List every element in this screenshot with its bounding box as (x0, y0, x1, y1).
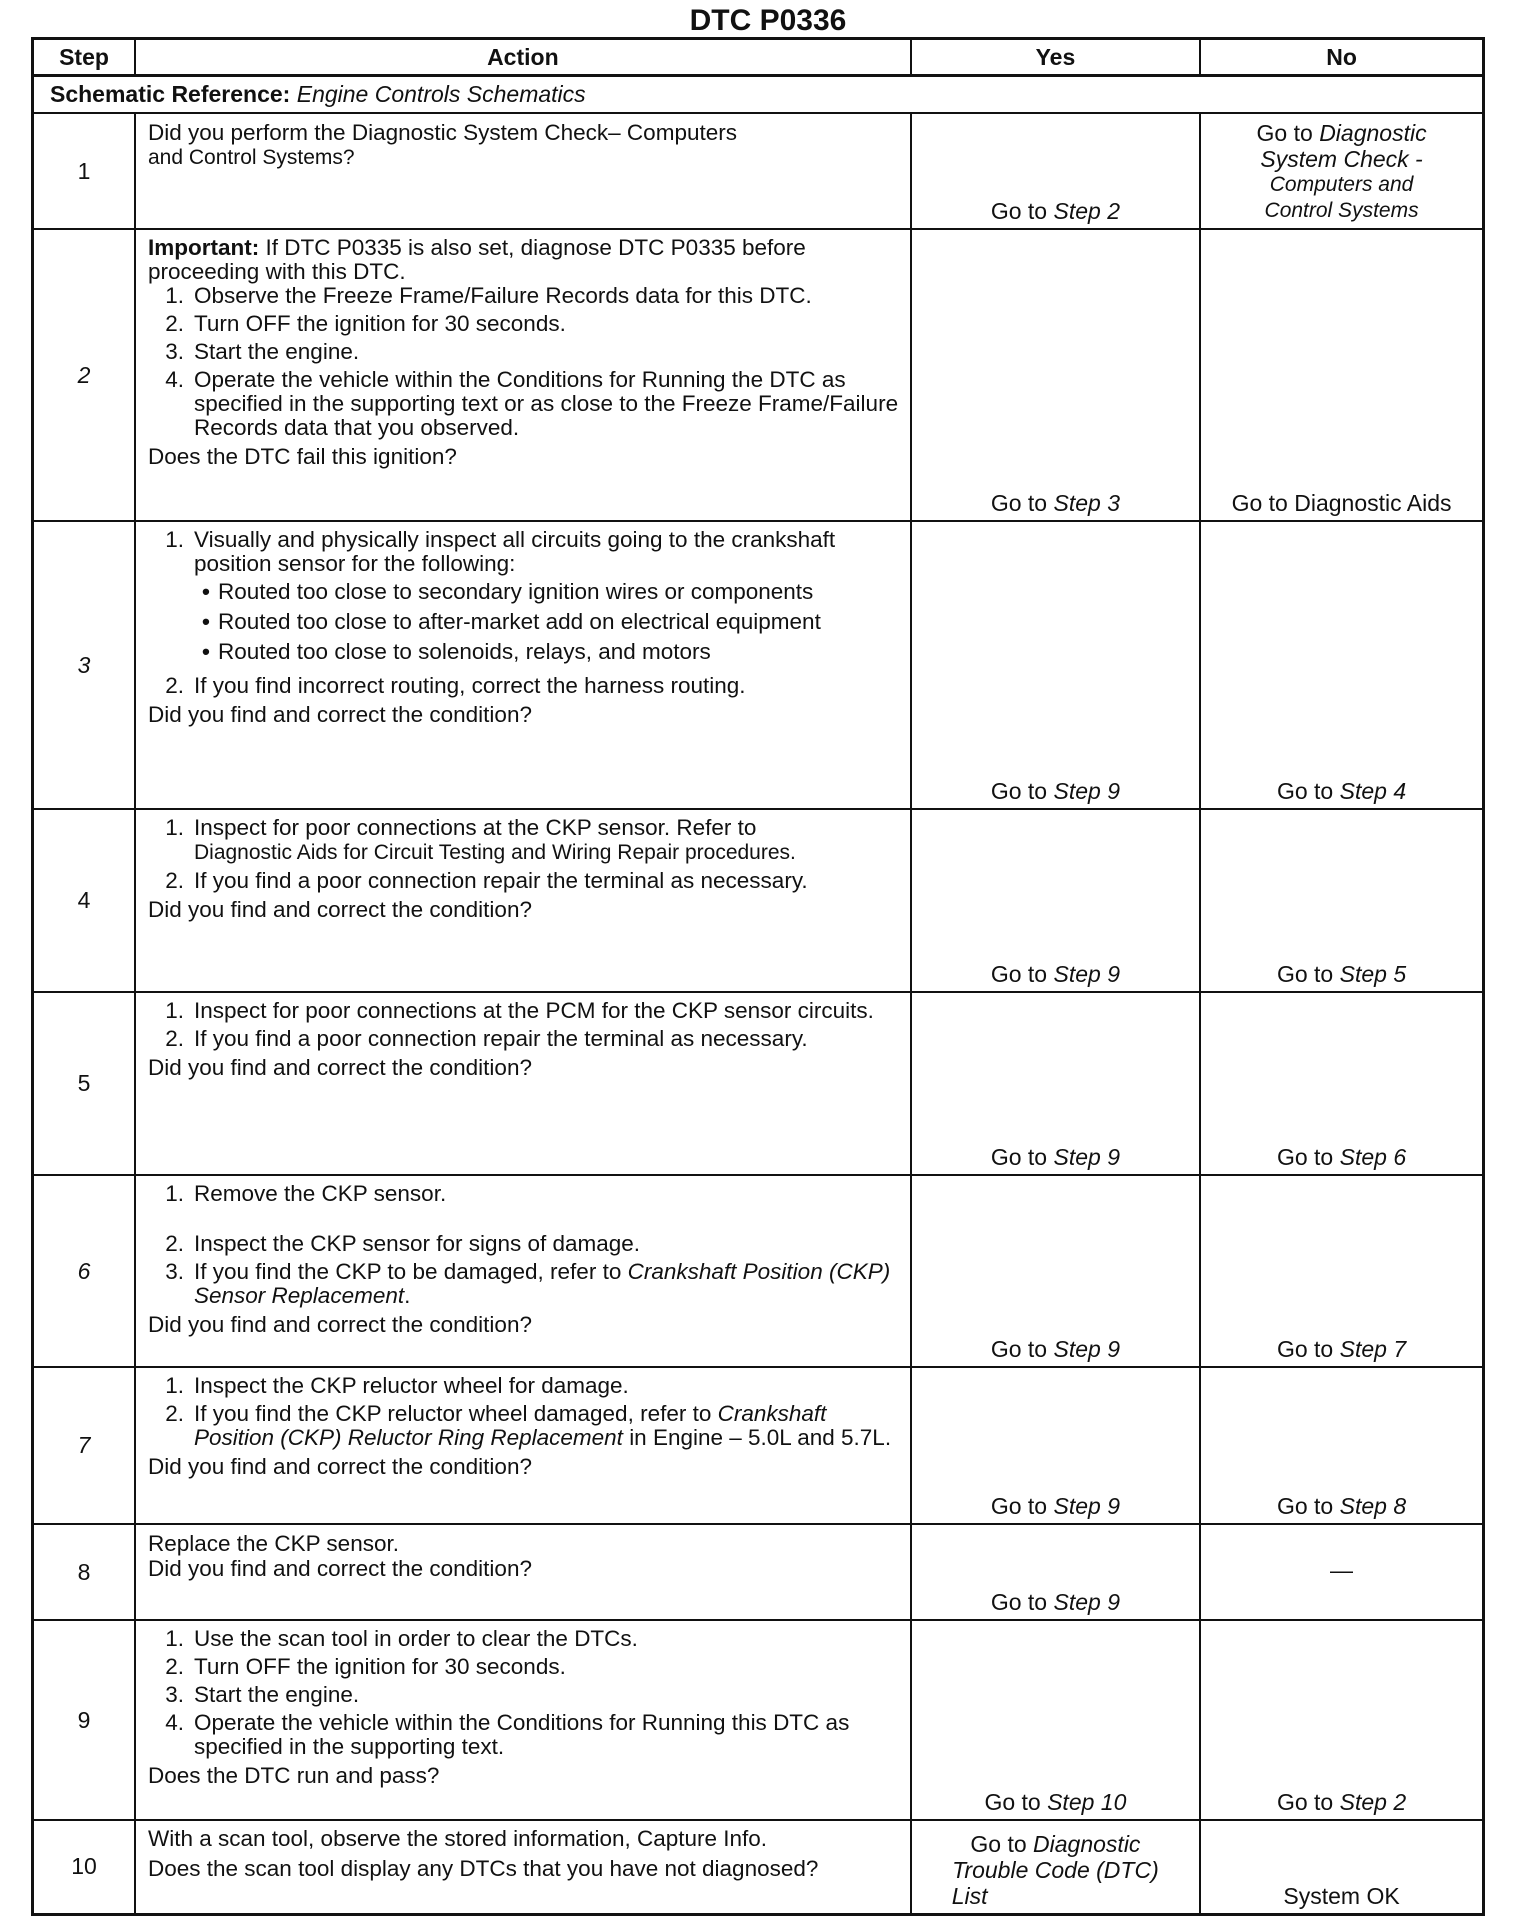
yes-cell[interactable] (911, 229, 1200, 521)
step-row-4 (33, 809, 1484, 992)
step-row-5 (33, 992, 1484, 1175)
no-step-link[interactable]: Step 5 (1339, 961, 1407, 987)
bullet-item: • Routed too close to solenoids, relays, and motors (194, 640, 902, 664)
no-cell[interactable] (1200, 1367, 1483, 1524)
header-yes: Yes (911, 39, 1200, 76)
list-item-text: Turn OFF the ignition for 30 seconds. (193, 1654, 566, 1679)
step-question: Did you find and correct the condition? (147, 1055, 532, 1080)
schematic-reference-row (33, 76, 1484, 114)
no-link-text[interactable]: Go to Diagnostic Aids (1231, 490, 1452, 516)
step-number: 6 (33, 1175, 135, 1367)
go-to-text: Go to (990, 490, 1048, 516)
no-step-link[interactable]: Step 7 (1339, 1336, 1407, 1362)
step-question: Did you find and correct the condition? (147, 1312, 532, 1337)
no-cell[interactable] (1200, 113, 1483, 229)
list-item-text: . (404, 1283, 411, 1308)
no-step-link[interactable]: Step 4 (1339, 778, 1407, 804)
step-action (135, 113, 911, 229)
list-item: 1. Inspect the CKP reluctor wheel for damage. (148, 1374, 902, 1398)
bullet-item: • Routed too close to after-market add on electrical equipment (194, 610, 902, 634)
yes-step-link[interactable]: Step 9 (1053, 778, 1120, 804)
step-question: Did you find and correct the condition? (147, 1454, 532, 1479)
step-number: 8 (33, 1524, 135, 1620)
step-number: 3 (33, 521, 135, 809)
yes-cell[interactable] (911, 1175, 1200, 1367)
yes-cell[interactable] (911, 521, 1200, 809)
step-number: 2 (33, 229, 135, 521)
list-item-text: Observe the Freeze Frame/Failure Records data for this DTC. (193, 283, 812, 308)
list-item: 4. Operate the vehicle within the Conditions for Running this DTC as specified in the supporting text. (148, 1711, 902, 1759)
go-to-text: Go to (970, 1830, 1027, 1857)
reference-link[interactable]: Crankshaft Position (CKP) Sensor Replacement (193, 1259, 891, 1308)
bullet-text: Routed too close to solenoids, relays, and motors (217, 639, 711, 664)
list-item: 2. If you find the CKP reluctor wheel damaged, refer to Crankshaft Position (CKP) Reluctor Ring Replacement in Engine – 5.0L and 5.7L. (165, 1401, 892, 1450)
go-to-text: Go to (990, 1336, 1048, 1362)
no-link-text[interactable]: System Check - (1260, 146, 1423, 172)
bullet-text: Routed too close to after-market add on electrical equipment (217, 609, 821, 634)
list-item-text: Remove the CKP sensor. (193, 1181, 447, 1206)
step-number: 1 (33, 113, 135, 229)
yes-step-link[interactable]: Step 9 (1053, 1493, 1120, 1519)
list-item: 1. Inspect for poor connections at the CKP sensor. Refer to Diagnostic Aids for Circuit Testing and Wiring Repair procedures. (165, 815, 796, 864)
no-cell[interactable] (1200, 992, 1483, 1175)
header-no: No (1200, 39, 1483, 76)
yes-step-link[interactable]: Step 10 (1047, 1789, 1127, 1815)
yes-cell[interactable] (911, 809, 1200, 992)
yes-cell[interactable] (911, 1820, 1200, 1914)
list-item-text: Inspect the CKP sensor for signs of damage. (193, 1231, 641, 1256)
list-item: 2. If you find a poor connection repair the terminal as necessary. (148, 869, 902, 893)
list-item: 3. If you find the CKP to be damaged, refer to Crankshaft Position (CKP) Sensor Replacement. (165, 1259, 891, 1308)
step-row-8 (33, 1524, 1484, 1620)
schematic-reference-link[interactable]: Engine Controls Schematics (296, 81, 586, 107)
list-item-text: If you find the CKP reluctor wheel damaged, refer to (193, 1401, 712, 1426)
no-cell[interactable] (1200, 229, 1483, 521)
yes-step-link[interactable]: Step 3 (1053, 490, 1120, 516)
list-item-text: Start the engine. (193, 339, 360, 364)
step-action (135, 229, 911, 521)
no-cell[interactable] (1200, 1175, 1483, 1367)
yes-step-link[interactable]: Step 9 (1053, 1144, 1120, 1170)
step-row-3 (33, 521, 1484, 809)
no-step-link[interactable]: Step 6 (1339, 1144, 1407, 1170)
yes-cell[interactable] (911, 1620, 1200, 1820)
step-row-10 (33, 1820, 1484, 1914)
header-action: Action (135, 39, 911, 76)
list-item: 4. Operate the vehicle within the Conditions for Running the DTC as specified in the supporting text or as close to the Freeze Frame/Failure Records data that you observed. (148, 368, 902, 440)
action-text: Replace the CKP sensor. (147, 1531, 399, 1556)
no-cell (1200, 1524, 1483, 1620)
yes-cell[interactable] (911, 113, 1200, 229)
step-number: 4 (33, 809, 135, 992)
important-label: Important: (147, 235, 260, 260)
reference-link[interactable]: Crankshaft Position (CKP) Reluctor Ring Replacement (193, 1401, 827, 1450)
step-question: Did you find and correct the condition? (147, 702, 532, 727)
no-step-link[interactable]: Step 8 (1339, 1493, 1407, 1519)
go-to-text: Go to (1256, 120, 1313, 146)
list-item-text: Use the scan tool in order to clear the DTCs. (193, 1626, 638, 1651)
bullet-item: • Routed too close to secondary ignition wires or components (194, 580, 902, 604)
go-to-text: Go to (990, 1493, 1048, 1519)
no-text: System OK (1283, 1882, 1400, 1909)
important-note (148, 236, 902, 284)
list-item: 1. Use the scan tool in order to clear the DTCs. (148, 1627, 902, 1651)
yes-cell[interactable] (911, 1524, 1200, 1620)
yes-link-text[interactable]: Trouble Code (DTC) (952, 1856, 1159, 1883)
list-item: 1. Inspect for poor connections at the PCM for the CKP sensor circuits. (148, 999, 902, 1023)
go-to-text: Go to (984, 1789, 1041, 1815)
step-question: Does the DTC fail this ignition? (147, 444, 457, 469)
list-item-text: If you find incorrect routing, correct the harness routing. (193, 673, 746, 698)
dtc-table (31, 37, 1485, 1916)
list-item-text: Inspect for poor connections at the PCM for the CKP sensor circuits. (193, 998, 874, 1023)
list-item-text: Inspect the CKP reluctor wheel for damage. (193, 1373, 629, 1398)
go-to-text: Go to (1276, 1336, 1334, 1362)
list-item: 3. Start the engine. (148, 340, 902, 364)
step-row-9 (33, 1620, 1484, 1820)
list-item-text: If you find the CKP to be damaged, refer to (193, 1259, 622, 1284)
go-to-text: Go to (990, 778, 1048, 804)
list-item: 2. If you find a poor connection repair the terminal as necessary. (148, 1027, 902, 1051)
list-item-text: Inspect for poor connections at the CKP sensor. Refer to (193, 815, 757, 840)
step-action (135, 992, 911, 1175)
list-item-text: in Engine – 5.0L and 5.7L. (629, 1425, 892, 1450)
step-question: Does the DTC run and pass? (147, 1763, 440, 1788)
no-step-link[interactable]: Step 2 (1339, 1789, 1407, 1815)
list-item: 2. Inspect the CKP sensor for signs of damage. (148, 1232, 902, 1256)
list-item: 1. Observe the Freeze Frame/Failure Records data for this DTC. (148, 284, 902, 308)
no-link-text[interactable]: Diagnostic (1319, 120, 1427, 146)
step-action (135, 1367, 911, 1524)
list-item: 1. Visually and physically inspect all circuits going to the crankshaft position sensor for the following: • Routed too close to secondary ignition wires or components • Routed too close to after-market add on electrical equipment • Routed too close to solenoids, relays, and motors (148, 528, 902, 670)
step-row-6 (33, 1175, 1484, 1367)
header-row (33, 39, 1484, 76)
list-item-text: Operate the vehicle within the Conditions for Running the DTC as specified in the supporting text or as close to the Freeze Frame/Failure Records data that you observed. (193, 367, 899, 440)
action-text: Did you perform the Diagnostic System Check– Computers (147, 120, 737, 145)
no-cell[interactable] (1200, 1620, 1483, 1820)
go-to-text: Go to (990, 1589, 1048, 1615)
no-cell[interactable] (1200, 809, 1483, 992)
list-item-text: If you find a poor connection repair the terminal as necessary. (193, 1026, 808, 1051)
step-action (135, 1175, 911, 1367)
list-item-text: Visually and physically inspect all circuits going to the crankshaft position sensor for the following: (193, 527, 836, 576)
go-to-text: Go to (1276, 778, 1334, 804)
yes-link-text[interactable]: Diagnostic (1033, 1830, 1141, 1857)
step-number: 5 (33, 992, 135, 1175)
go-to-text: Go to (990, 1144, 1048, 1170)
no-link-text[interactable]: Computers and (1269, 173, 1414, 196)
go-to-text: Go to (1276, 1493, 1334, 1519)
header-step: Step (33, 39, 135, 76)
important-text: If DTC P0335 is also set, diagnose DTC P0335 before proceeding with this DTC. (147, 235, 806, 284)
list-item: 2. If you find incorrect routing, correct the harness routing. (148, 674, 902, 698)
list-item: 3. Start the engine. (148, 1683, 902, 1707)
list-item-text: If you find a poor connection repair the terminal as necessary. (193, 868, 808, 893)
list-item: 2. Turn OFF the ignition for 30 seconds. (148, 1655, 902, 1679)
step-action (135, 521, 911, 809)
yes-step-link[interactable]: Step 9 (1053, 1589, 1120, 1615)
schematic-reference-label: Schematic Reference: (50, 81, 291, 107)
go-to-text: Go to (1276, 1789, 1334, 1815)
step-action (135, 1620, 911, 1820)
yes-step-link[interactable]: Step 2 (1053, 198, 1120, 224)
step-question: Did you find and correct the condition? (147, 897, 532, 922)
bullet-text: Routed too close to secondary ignition wires or components (217, 579, 814, 604)
step-number: 10 (33, 1820, 135, 1914)
step-row-2 (33, 229, 1484, 521)
list-item-text: Operate the vehicle within the Conditions for Running this DTC as specified in the supporting text. (193, 1710, 850, 1759)
go-to-text: Go to (990, 961, 1048, 987)
step-row-1 (33, 113, 1484, 229)
go-to-text: Go to (1276, 961, 1334, 987)
step-number: 9 (33, 1620, 135, 1820)
schematic-reference (33, 76, 1484, 114)
step-action (135, 1524, 911, 1620)
step-question: Does the scan tool display any DTCs that you have not diagnosed? (147, 1856, 819, 1881)
page-title: DTC P0336 (689, 4, 847, 37)
no-link-text[interactable]: Control Systems (1264, 199, 1419, 222)
step-action (135, 809, 911, 992)
go-to-text: Go to (990, 198, 1048, 224)
list-item: 1. Remove the CKP sensor. (148, 1182, 902, 1206)
action-text: With a scan tool, observe the stored information, Capture Info. (147, 1826, 768, 1851)
list-item-text: Diagnostic Aids for Circuit Testing and Wiring Repair procedures. (193, 841, 796, 864)
no-cell (1200, 1820, 1483, 1914)
step-question: Did you find and correct the condition? (147, 1556, 532, 1581)
list-item-text: Turn OFF the ignition for 30 seconds. (193, 311, 566, 336)
yes-link-text[interactable]: List (951, 1882, 988, 1909)
go-to-text: Go to (1276, 1144, 1334, 1170)
no-dash: — (1330, 1557, 1354, 1583)
no-cell[interactable] (1200, 521, 1483, 809)
step-number: 7 (33, 1367, 135, 1524)
yes-cell[interactable] (911, 992, 1200, 1175)
list-item: 2. Turn OFF the ignition for 30 seconds. (148, 312, 902, 336)
action-text: and Control Systems? (147, 146, 355, 169)
list-item-text: Start the engine. (193, 1682, 360, 1707)
step-action (135, 1820, 911, 1914)
yes-cell[interactable] (911, 1367, 1200, 1524)
step-row-7 (33, 1367, 1484, 1524)
yes-step-link[interactable]: Step 9 (1053, 961, 1120, 987)
yes-step-link[interactable]: Step 9 (1053, 1336, 1120, 1362)
